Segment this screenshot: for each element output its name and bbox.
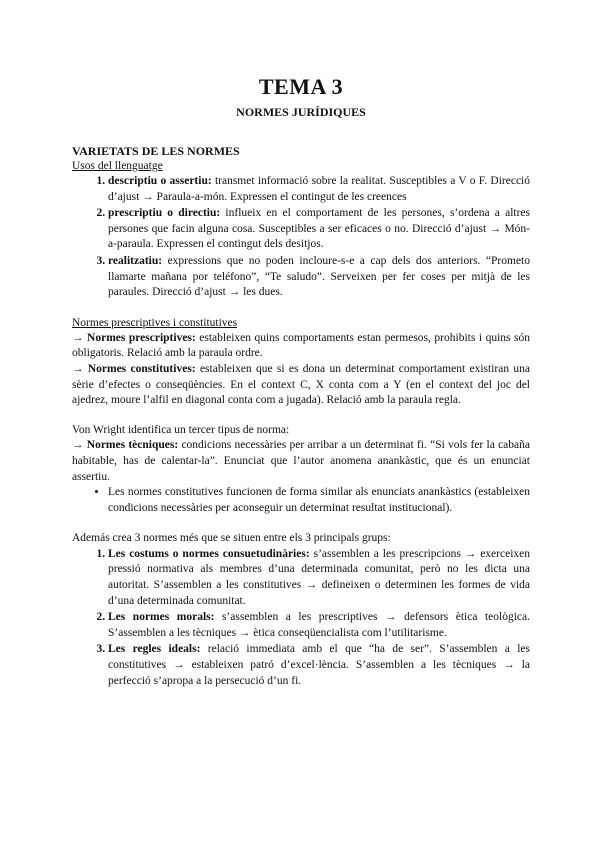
paragraph-von-wright: Von Wright identifica un tercer tipus de norma: — [72, 423, 290, 436]
list-item — [108, 206, 530, 253]
paragraph-tecniques — [72, 438, 530, 485]
definition: s’assemblen a les prescripcions → exerceixen pressió normativa als membres d’una determinada comunitat, però no les dicta una autoritat. S’assemblen a les constitutives → defineixen o determinen les formes de vida d’una determinada comunitat. — [108, 547, 530, 607]
term: prescriptiu o directiu: — [108, 207, 221, 220]
arrow-icon: → — [72, 439, 87, 452]
arrow-icon: → — [72, 331, 88, 344]
term: Normes prescriptives: — [87, 331, 196, 344]
usos-list — [72, 174, 530, 301]
document-title: TEMA 3 — [258, 74, 344, 99]
definition: expressions que no poden incloure-s-e a cap dels dos anteriors. “Prometo llamarte mañana por teléfono”, “Te saludo”. Serveixen per fer coses per mitjà de les paraules. Direcció d’ajust → les dues. — [108, 254, 530, 299]
list-item — [108, 174, 530, 205]
definition: condicions necessàries per arribar a un determinat fi. “Si vols fer la cabaña habitable, has de calentar-la”. Enunciat que l’autor anomena anankàstic, que és un enunciat assertiu. — [72, 439, 530, 483]
subheading-normes: Normes prescriptives i constitutives — [72, 316, 238, 329]
term: Les normes morals: — [108, 611, 215, 624]
bullet-list — [72, 485, 530, 516]
term: Normes constitutives: — [87, 362, 196, 375]
paragraph-prescriptives — [72, 331, 530, 362]
list-item — [108, 610, 530, 641]
definition: estableixen quins comportaments estan permesos, prohibits i quins són obligatoris. Relació amb la paraula ordre. — [72, 331, 530, 360]
definition: estableixen que si es dona un determinat comportament existiran una sèrie d’efectes o conseqüències. En el context C, X conta com a Y (en el context del joc del ajedrez, moure l’alfil en diagonal conta com a jugada). Relació amb la paraula regla. — [72, 362, 531, 407]
list-item — [108, 254, 530, 301]
definition: transmet informació sobre la realitat. Susceptibles a V o F. Direcció d’ajust → Paraula-a-món. Expressen el contingut de les creences — [108, 175, 530, 203]
term: Normes tècniques: — [86, 439, 179, 452]
arrow-icon: → — [72, 362, 88, 375]
term: realitzatiu: — [108, 254, 163, 267]
paragraph-ademas: Además crea 3 normes més que se situen entre els 3 principals grups: — [72, 532, 391, 545]
document-subtitle: NORMES JURÍDIQUES — [236, 105, 366, 119]
term: Les costums o normes consuetudinàries: — [108, 547, 310, 560]
section-heading: VARIETATS DE LES NORMES — [72, 144, 240, 158]
list-item — [108, 547, 530, 609]
term: descriptiu o assertiu: — [108, 175, 212, 187]
definition: relació immediata amb el que “ha de ser”. S’assemblen a les constitutives → estableixen patró d’excel·lència. S’assemblen a les tècniques → la perfecció s’apropa a la persecució d’un fi. — [108, 643, 530, 687]
definition: influeix en el comportament de les persones, s’ordena a altres persones que facin alguna cosa. Susceptibles a ser eficaces o no. Direcció d’ajust → Món-a-paraula. Expressen el contingut dels desitjos. — [108, 207, 530, 251]
altres-normes-list — [72, 547, 530, 689]
list-item — [108, 642, 530, 689]
paragraph-constitutives — [72, 362, 530, 409]
definition: s’assemblen a les prescriptives → defensors ètica teològica. S’assemblen a les tècniques → ètica conseqüencialista com l’utilitarisme. — [108, 611, 531, 639]
term: Les regles ideals: — [108, 643, 201, 656]
list-item: • Les normes constitutives funcionen de forma similar als enunciats anankàstics (estableixen condicions necessàries per aconseguir un determinat resultat institucional). — [108, 485, 530, 516]
subheading-usos: Usos del llenguatge — [72, 160, 163, 172]
